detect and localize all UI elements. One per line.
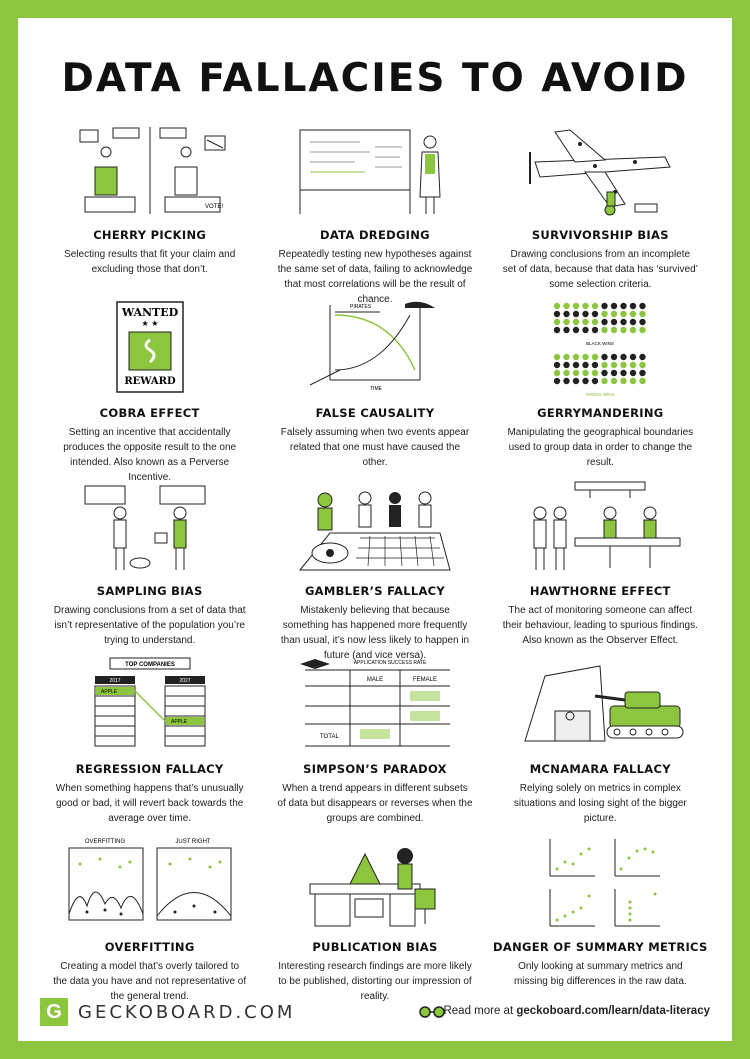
fallacy-description: Setting an incentive that accidentally produces the opposite result to the one intended. Also known as a Perverse Incentive.	[63, 427, 237, 483]
fallacy-title: CHERRY PICKING	[93, 228, 207, 242]
fallacy-description: Falsely assuming when two events appear related that one must have caused the other.	[280, 427, 470, 468]
hawthorne-effect-illustration	[515, 478, 685, 576]
district-dot	[621, 319, 627, 325]
district-dot	[640, 370, 646, 376]
fallacy-card	[491, 656, 710, 834]
district-dot	[621, 370, 627, 376]
district-dot	[640, 362, 646, 368]
fallacy-description: Repeatedly testing new hypotheses against the same set of data, failing to acknowledge that most correlations will be the result of chance.	[277, 249, 473, 305]
district-dot	[592, 311, 598, 317]
year-b-label: 2027	[179, 678, 191, 684]
read-more	[443, 1005, 710, 1017]
fallacy-card	[491, 834, 710, 1012]
district-dot	[611, 370, 617, 376]
district-dot	[640, 319, 646, 325]
gerrymandering-illustration	[515, 300, 685, 398]
district-dot	[602, 370, 608, 376]
fallacy-description: When something happens that’s unusually good or bad, it will revert back towards the average over time.	[55, 783, 244, 824]
district-dot	[640, 303, 646, 309]
fallacy-card	[40, 122, 259, 300]
fallacy-card	[491, 300, 710, 478]
fallacy-card	[491, 122, 710, 300]
just-right-label: JUST RIGHT	[175, 839, 211, 845]
geckoboard-logo-icon[interactable]: G	[40, 998, 68, 1026]
fallacy-title: GERRYMANDERING	[537, 406, 664, 420]
female-header: FEMALE	[412, 677, 437, 683]
district-dot	[573, 378, 579, 384]
fallacy-card	[491, 478, 710, 656]
district-dot	[611, 319, 617, 325]
fallacy-title: COBRA EFFECT	[99, 406, 200, 420]
fallacy-title: DANGER OF SUMMARY METRICS	[493, 940, 708, 954]
district-dot	[640, 354, 646, 360]
apple-2027: APPLE	[170, 719, 187, 725]
district-dot	[630, 303, 636, 309]
district-dot	[564, 354, 570, 360]
district-dot	[621, 303, 627, 309]
publication-bias-illustration	[290, 834, 460, 932]
district-dot	[602, 303, 608, 309]
district-dot	[630, 311, 636, 317]
fallacy-description: Selecting results that fit your claim and excluding those that don’t.	[64, 249, 236, 275]
district-dot	[573, 327, 579, 333]
fallacy-description: Only looking at summary metrics and missing big differences in the raw data.	[513, 961, 687, 987]
district-dot	[602, 354, 608, 360]
district-dot	[583, 311, 589, 317]
survivorship-bias-illustration	[515, 122, 685, 220]
poster	[18, 18, 732, 1041]
fallacy-card	[40, 300, 259, 483]
fallacy-card	[265, 478, 484, 661]
fallacy-title: PUBLICATION BIAS	[312, 940, 438, 954]
district-dot	[583, 303, 589, 309]
fallacy-card	[40, 478, 259, 656]
district-dot	[630, 327, 636, 333]
district-dot	[640, 327, 646, 333]
fallacy-title: FALSE CAUSALITY	[315, 406, 435, 420]
district-dot	[630, 354, 636, 360]
district-dot	[554, 362, 560, 368]
fallacy-card	[40, 656, 259, 834]
district-dot	[583, 378, 589, 384]
fallacy-title: SAMPLING BIAS	[96, 584, 203, 598]
district-dot	[583, 327, 589, 333]
district-dot	[630, 370, 636, 376]
fallacy-description: When a trend appears in different subsets of data but disappears or reverses when the groups are combined.	[277, 783, 473, 824]
svg-text:★ ★: ★ ★	[141, 319, 159, 328]
male-header: MALE	[366, 677, 384, 683]
fallacy-title: HAWTHORNE EFFECT	[529, 584, 671, 598]
district-dot	[564, 327, 570, 333]
fallacy-title: OVERFITTING	[104, 940, 195, 954]
district-dot	[592, 327, 598, 333]
district-dot	[621, 378, 627, 384]
read-more-prefix: Read more at	[443, 1005, 517, 1017]
cobra-effect-illustration	[65, 300, 235, 398]
fallacy-description: Drawing conclusions from a set of data that isn’t representative of the population you’re trying to understand.	[53, 605, 246, 646]
fallacy-description: Mistakenly believing that because something has happened more frequently than usual, it’s now less likely to happen in future (and vice versa).	[280, 605, 470, 661]
district-dot	[630, 378, 636, 384]
overfitting-illustration	[65, 834, 235, 932]
district-dot	[554, 327, 560, 333]
district-dot	[611, 327, 617, 333]
district-dot	[592, 362, 598, 368]
pirates-label: PIRATES	[349, 304, 372, 310]
data-dredging-illustration	[290, 122, 460, 220]
district-dot	[630, 319, 636, 325]
year-a-label: 2017	[109, 678, 121, 684]
fallacy-title: SURVIVORSHIP BIAS	[531, 228, 669, 242]
district-dot	[554, 311, 560, 317]
cherry-picking-illustration	[65, 122, 235, 220]
district-dot	[554, 303, 560, 309]
sampling-bias-illustration	[65, 478, 235, 576]
district-dot	[640, 378, 646, 384]
district-dot	[573, 311, 579, 317]
fallacy-description: Creating a model that’s overly tailored to the data you have and not representative of the general trend.	[53, 961, 247, 1002]
district-dot	[564, 362, 570, 368]
district-dot	[592, 303, 598, 309]
district-dot	[564, 370, 570, 376]
district-dot	[621, 311, 627, 317]
glasses-icon	[419, 1003, 445, 1019]
district-dot	[602, 378, 608, 384]
fallacy-title: MCNAMARA FALLACY	[529, 762, 671, 776]
fallacy-card	[265, 300, 484, 478]
district-dot	[621, 362, 627, 368]
reward-text: REWARD	[124, 376, 176, 387]
district-dot	[564, 319, 570, 325]
fallacy-description: Drawing conclusions from an incomplete set of data, because that data has ‘survived’ some selection criteria.	[502, 249, 698, 290]
vote-sign: VOTE!	[204, 204, 223, 210]
fallacy-description: The act of monitoring someone can affect their behaviour, leading to spurious findings. Also known as the Observer Effect.	[502, 605, 698, 646]
fallacy-card	[265, 834, 484, 1012]
district-dot	[573, 370, 579, 376]
district-dot	[564, 311, 570, 317]
fallacy-title: REGRESSION FALLACY	[75, 762, 224, 776]
district-dot	[583, 354, 589, 360]
top-companies-label: TOP COMPANIES	[124, 662, 175, 668]
district-dot	[573, 362, 579, 368]
district-dot	[592, 354, 598, 360]
district-dot	[602, 319, 608, 325]
regression-fallacy-illustration	[65, 656, 235, 754]
fallacy-title: DATA DREDGING	[320, 228, 430, 242]
fallacy-description: Manipulating the geographical boundaries used to group data in order to change the result.	[507, 427, 694, 468]
fallacy-title: GAMBLER’S FALLACY	[304, 584, 446, 598]
fallacy-description: Relying solely on metrics in complex situations and losing sight of the bigger picture.	[513, 783, 687, 824]
district-dot	[611, 354, 617, 360]
apple-2017: APPLE	[100, 689, 117, 695]
fallacy-card	[40, 834, 259, 1012]
page-title: DATA FALLACIES TO AVOID	[61, 56, 689, 101]
district-dot	[554, 319, 560, 325]
district-dot	[592, 370, 598, 376]
fallacy-grid	[40, 122, 710, 1012]
fallacy-card	[265, 656, 484, 834]
district-dot	[573, 319, 579, 325]
wanted-text: WANTED	[121, 306, 178, 319]
district-dot	[611, 362, 617, 368]
district-dot	[554, 354, 560, 360]
app-rate-label: APPLICATION SUCCESS RATE	[353, 660, 427, 666]
district-dot	[583, 319, 589, 325]
district-dot	[602, 327, 608, 333]
black-wins-label: BLACK WINS	[586, 341, 615, 346]
false-causality-illustration	[290, 300, 460, 398]
district-dot	[564, 303, 570, 309]
district-dot	[630, 362, 636, 368]
read-more-link[interactable]: geckoboard.com/learn/data-literacy	[516, 1005, 710, 1017]
district-dot	[554, 370, 560, 376]
district-dot	[573, 303, 579, 309]
district-dot	[611, 378, 617, 384]
geckoboard-logo-text[interactable]: GECKOBOARD.COM	[78, 1002, 296, 1023]
district-dot	[592, 378, 598, 384]
district-dot	[583, 362, 589, 368]
district-dot	[583, 370, 589, 376]
district-dot	[573, 354, 579, 360]
time-label: TIME	[369, 386, 382, 392]
district-dot	[621, 354, 627, 360]
gamblers-fallacy-illustration	[290, 478, 460, 576]
fallacy-title: SIMPSON’S PARADOX	[303, 762, 447, 776]
district-dot	[564, 378, 570, 384]
footer	[40, 993, 710, 1033]
district-dot	[640, 311, 646, 317]
district-dot	[602, 362, 608, 368]
mcnamara-fallacy-illustration	[515, 656, 685, 754]
simpsons-paradox-illustration	[290, 656, 460, 754]
district-dot	[592, 319, 598, 325]
district-dot	[602, 311, 608, 317]
district-dot	[621, 327, 627, 333]
district-dot	[611, 303, 617, 309]
overfitting-label: OVERFITTING	[84, 839, 125, 845]
fallacy-card	[265, 122, 484, 305]
green-wins-label: GREEN WINS	[585, 392, 615, 397]
district-dot	[611, 311, 617, 317]
district-dot	[554, 378, 560, 384]
summary-metrics-illustration	[515, 834, 685, 932]
fallacy-description: Interesting research findings are more likely to be published, distorting our impression of reality.	[278, 961, 472, 1002]
total-row-label: TOTAL	[319, 734, 339, 740]
